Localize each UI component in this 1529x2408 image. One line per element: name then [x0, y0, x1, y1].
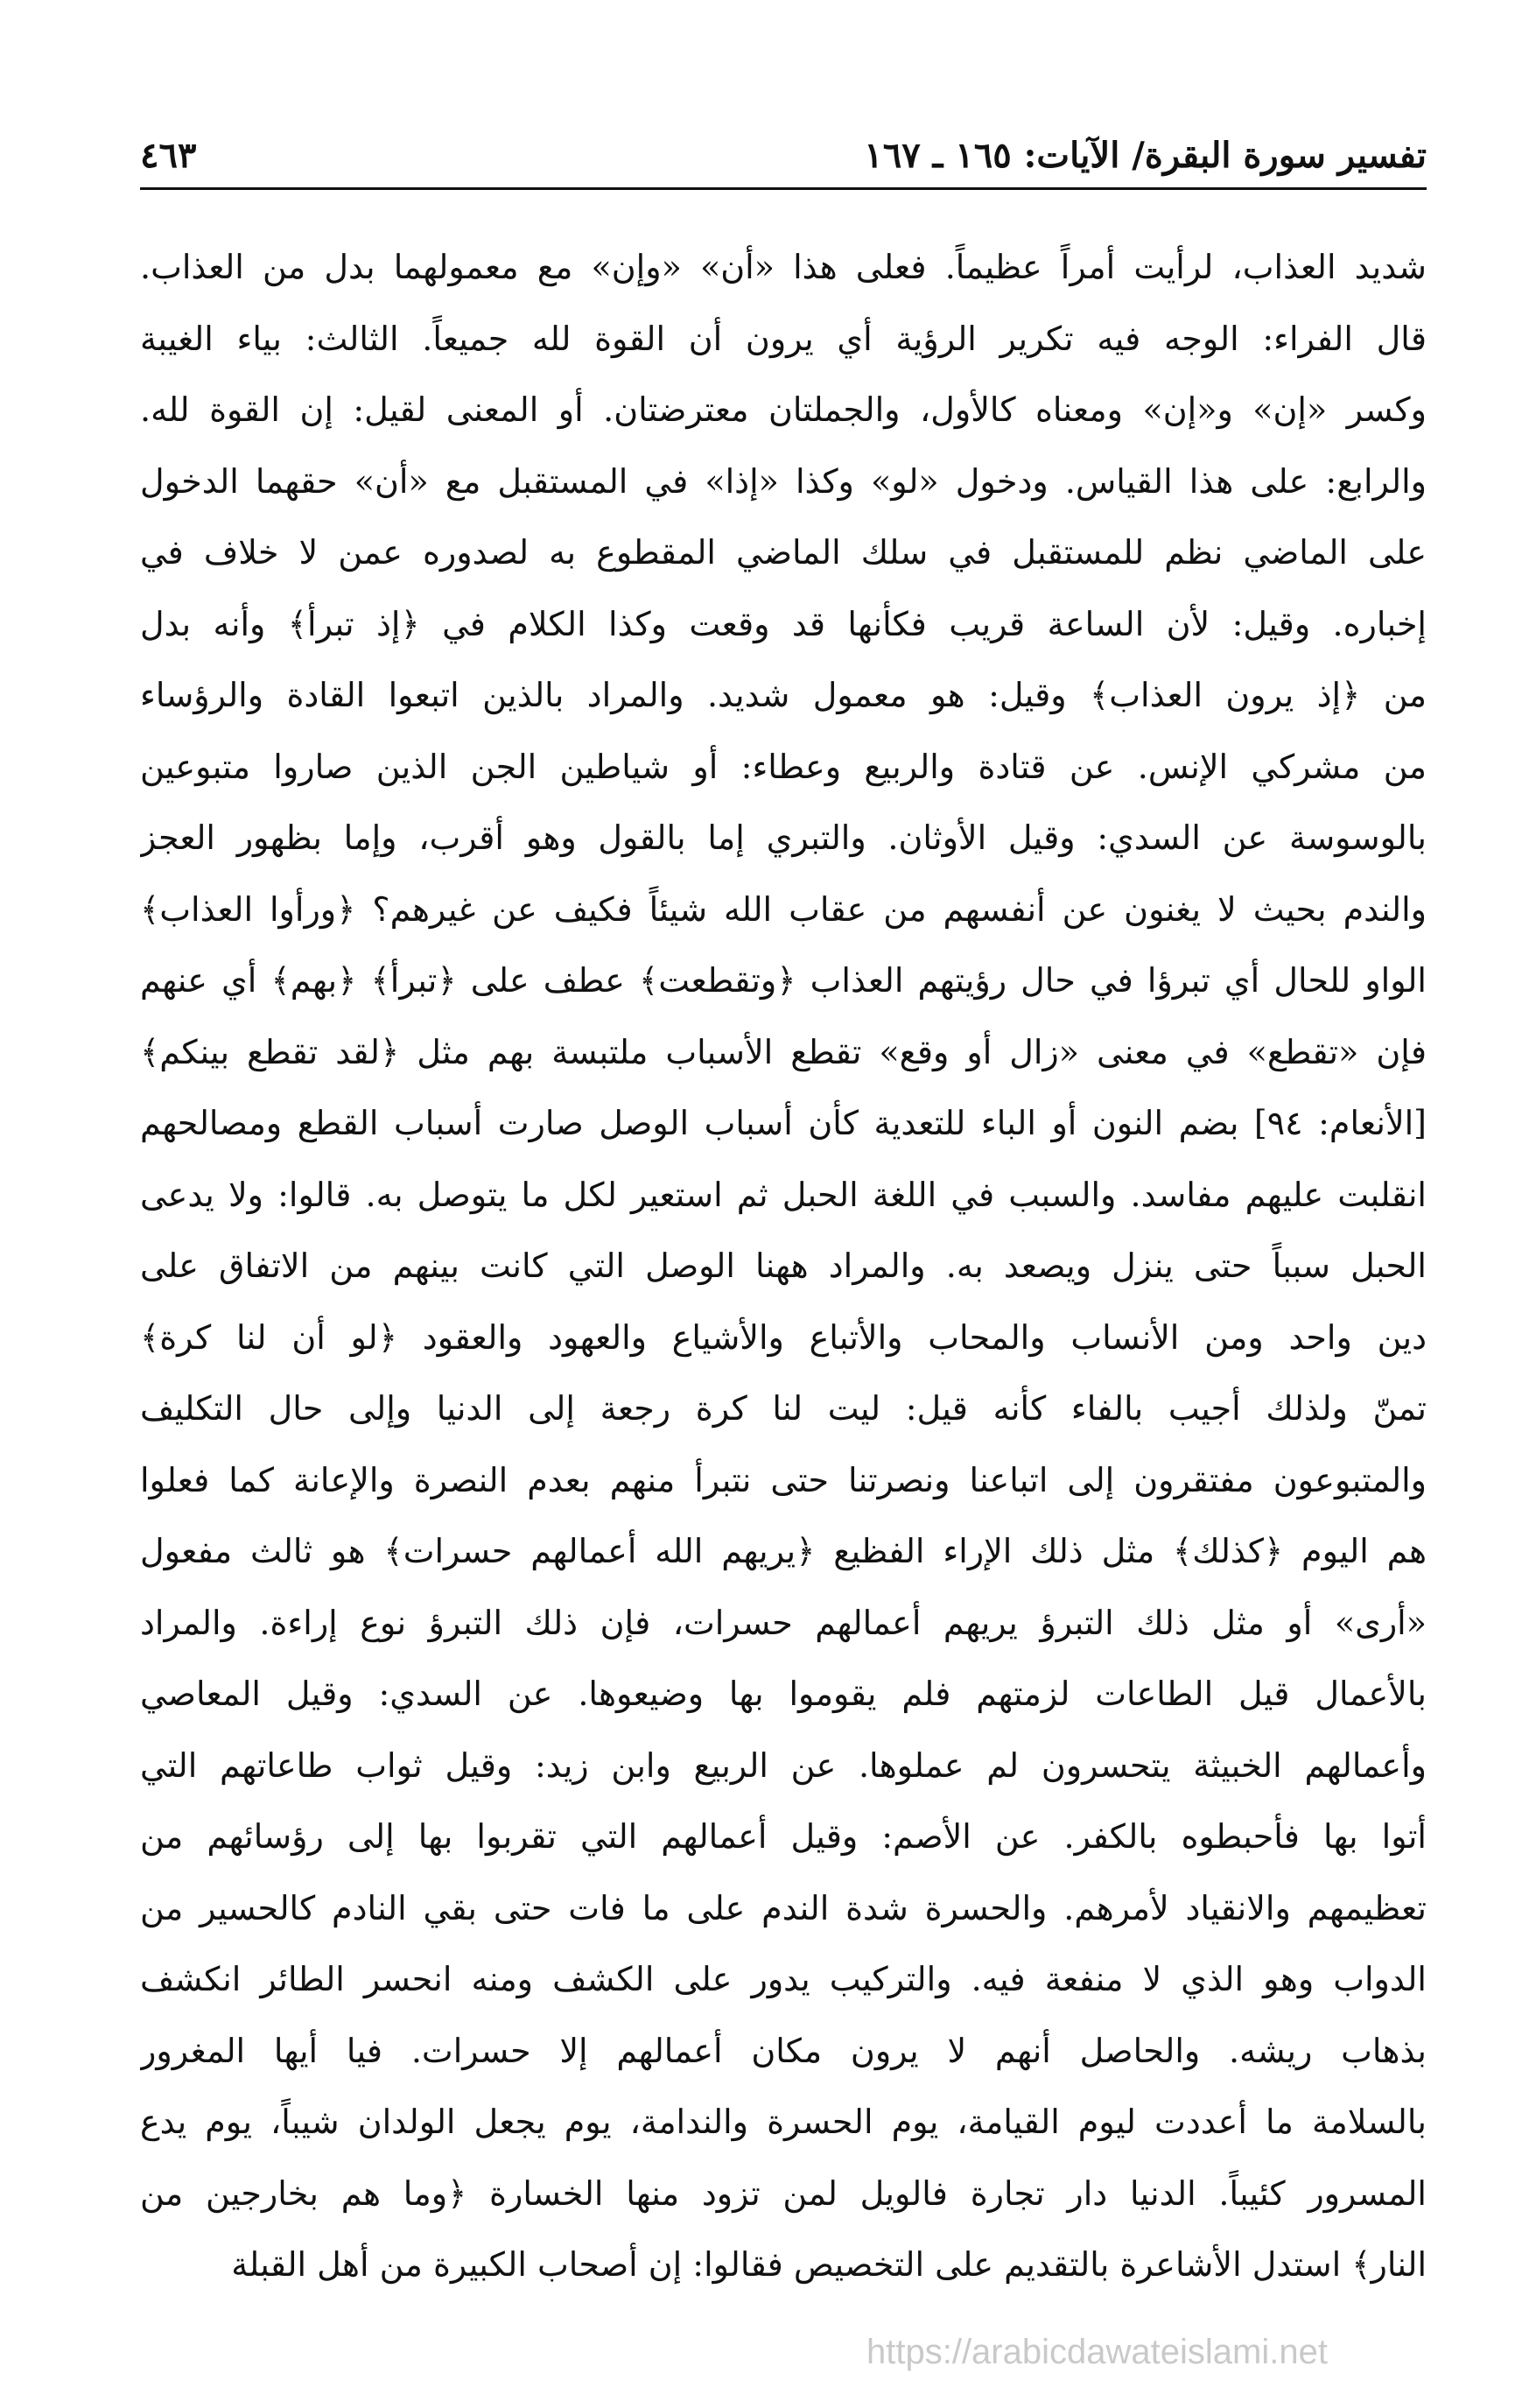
- text-line: فإن «تقطع» في معنى «زال أو وقع» تقطع الأسباب ملتبسة بهم مثل ﴿لقد تقطع بينكم﴾: [140, 1032, 1427, 1071]
- text-line: النار﴾ استدل الأشاعرة بالتقديم على التخصيص فقالوا: إن أصحاب الكبيرة من أهل القبلة: [231, 2245, 1427, 2284]
- text-line: «أرى» أو مثل ذلك التبرؤ يريهم أعمالهم حسرات، فإن ذلك التبرؤ نوع إراءة. والمراد: [140, 1603, 1427, 1642]
- text-line: أتوا بها فأحبطوه بالكفر. عن الأصم: وقيل أعمالهم التي تقربوا بها إلى رؤسائهم من: [140, 1817, 1427, 1856]
- text-line: [الأنعام: ٩٤] بضم النون أو الباء للتعدية كأن أسباب الوصل صارت أسباب القطع ومصالحهم: [140, 1104, 1427, 1142]
- header-rule: [140, 187, 1427, 190]
- text-line: دين واحد ومن الأنساب والمحاب والأتباع والأشياع والعهود والعقود ﴿لو أن لنا كرة﴾: [140, 1317, 1427, 1357]
- text-line: قال الفراء: الوجه فيه تكرير الرؤية أي يرون أن القوة لله جميعاً. الثالث: بياء الغيبة: [140, 319, 1427, 358]
- watermark-url: https://arabicdawateislami.net: [866, 2333, 1328, 2371]
- text-line: وكسر «إن» و«إن» ومعناه كالأول، والجملتان معترضتان. أو المعنى لقيل: إن القوة لله.: [140, 390, 1427, 429]
- page-number: ٤٦٣: [140, 135, 197, 176]
- text-line: انقلبت عليهم مفاسد. والسبب في اللغة الحبل ثم استعير لكل ما يتوصل به. قالوا: ولا يدعى: [140, 1175, 1427, 1214]
- text-line: بالأعمال قيل الطاعات لزمتهم فلم يقوموا بها وضيعوها. عن السدي: وقيل المعاصي: [140, 1674, 1427, 1713]
- text-line: على الماضي نظم للمستقبل في سلك الماضي المقطوع به لصدوره عمن لا خلاف في: [140, 533, 1427, 572]
- text-line: الدواب وهو الذي لا منفعة فيه. والتركيب يدور على الكشف ومنه انحسر الطائر انكشف: [140, 1960, 1427, 1998]
- text-line: بالوسوسة عن السدي: وقيل الأوثان. والتبري إما بالقول وهو أقرب، وإما بظهور العجز: [140, 818, 1427, 857]
- body-text: [140, 232, 1427, 2301]
- text-line: من مشركي الإنس. عن قتادة والربيع وعطاء: أو شياطين الجن الذين صاروا متبوعين: [140, 747, 1427, 786]
- text-line: الواو للحال أي تبرؤا في حال رؤيتهم العذاب ﴿وتقطعت﴾ عطف على ﴿تبرأ﴾ ﴿بهم﴾ أي عنهم: [140, 961, 1427, 1000]
- text-line: من ﴿إذ يرون العذاب﴾ وقيل: هو معمول شديد. والمراد بالذين اتبعوا القادة والرؤساء: [140, 676, 1427, 714]
- text-line: تعظيمهم والانقياد لأمرهم. والحسرة شدة الندم على ما فات حتى بقي النادم كالحسير من: [140, 1888, 1427, 1927]
- text-line: والرابع: على هذا القياس. ودخول «لو» وكذا «إذا» في المستقبل مع «أن» حقهما الدخول: [140, 461, 1427, 501]
- text-line: المسرور كئيباً. الدنيا دار تجارة فالويل لمن تزود منها الخسارة ﴿وما هم بخارجين من: [140, 2173, 1427, 2213]
- text-line: وأعمالهم الخبيثة يتحسرون لم عملوها. عن الربيع وابن زيد: وقيل ثواب طاعاتهم التي: [140, 1745, 1427, 1785]
- text-line: هم اليوم ﴿كذلك﴾ مثل ذلك الإراء الفظيع ﴿يريهم الله أعمالهم حسرات﴾ هو ثالث مفعول: [140, 1532, 1427, 1570]
- text-line: بذهاب ريشه. والحاصل أنهم لا يرون مكان أعمالهم إلا حسرات. فيا أيها المغرور: [140, 2031, 1427, 2070]
- page-header: [140, 131, 1427, 186]
- text-line: إخباره. وقيل: لأن الساعة قريب فكأنها قد وقعت وكذا الكلام في ﴿إذ تبرأ﴾ وأنه بدل: [140, 604, 1427, 643]
- text-line: تمنّ ولذلك أجيب بالفاء كأنه قيل: ليت لنا كرة رجعة إلى الدنيا وإلى حال التكليف: [140, 1389, 1427, 1428]
- text-line: بالسلامة ما أعددت ليوم القيامة، يوم الحسرة والندامة، يوم يجعل الولدان شيباً، يوم يدع: [140, 2103, 1427, 2141]
- text-line: الحبل سبباً حتى ينزل ويصعد به. والمراد ههنا الوصل التي كانت بينهم من الاتفاق على: [140, 1246, 1427, 1285]
- running-title: تفسير سورة البقرة/ الآيات: ١٦٥ ـ ١٦٧: [864, 135, 1427, 176]
- text-line: والندم بحيث لا يغنون عن أنفسهم من عقاب الله شيئاً فكيف عن غيرهم؟ ﴿ورأوا العذاب﴾: [140, 889, 1427, 929]
- text-line: والمتبوعون مفتقرون إلى اتباعنا ونصرتنا حتى نتبرأ منهم بعدم النصرة والإعانة كما فعلوا: [140, 1460, 1427, 1499]
- text-line: شديد العذاب، لرأيت أمراً عظيماً. فعلى هذا «أن» «وإن» مع معمولهما بدل من العذاب.: [140, 248, 1427, 286]
